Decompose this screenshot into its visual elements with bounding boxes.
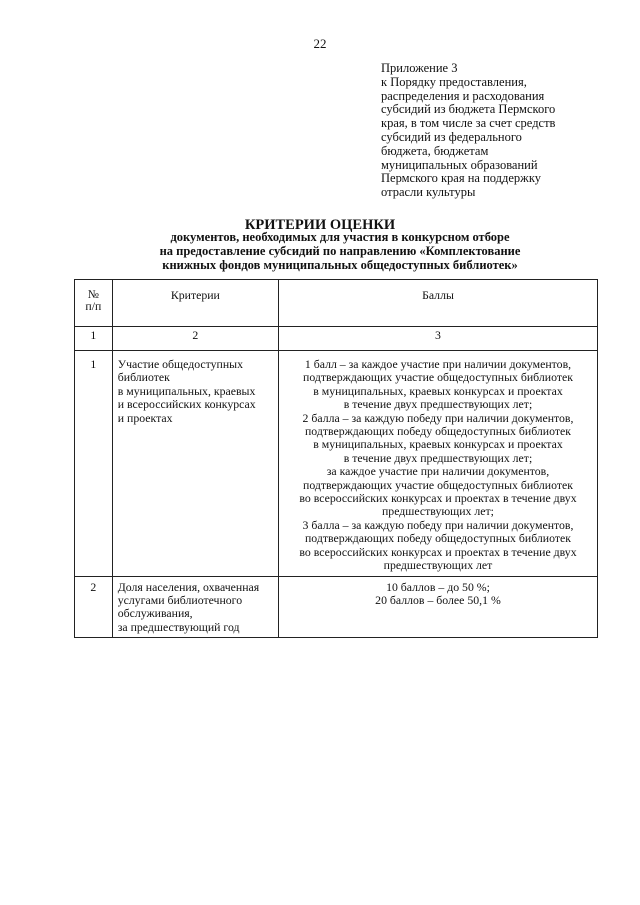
column-number: 3	[278, 327, 597, 351]
criteria-line: в муниципальных, краевых	[117, 383, 256, 398]
table-row	[75, 351, 598, 577]
points-line: 3 балла – за каждую победу при наличии документов,	[302, 517, 574, 532]
appendix-line: отрасли культуры	[381, 185, 476, 200]
header-number-line1: №	[87, 287, 99, 301]
points-line: предшествующих лет	[383, 558, 493, 573]
appendix-line: Приложение 3	[381, 61, 458, 75]
appendix-line: муниципальных образований	[381, 157, 538, 172]
points-line: подтверждающих победу общедоступных библиотек	[304, 424, 571, 439]
appendix-note	[381, 62, 611, 200]
criteria-line: услугами библиотечного	[117, 592, 243, 607]
points-cell	[278, 351, 597, 577]
criteria-line: обслуживания,	[117, 606, 193, 621]
appendix-line: субсидий из федерального	[381, 129, 522, 144]
points-line: подтверждающих победу общедоступных библиотек	[304, 531, 571, 546]
criteria-cell	[112, 576, 278, 638]
row-number: 1	[75, 351, 113, 577]
table-header-row	[75, 280, 598, 327]
document-title: КРИТЕРИИ ОЦЕНКИ	[244, 217, 396, 233]
header-number	[75, 280, 113, 327]
criteria-line: библиотек	[117, 370, 170, 385]
criteria-line: за предшествующий год	[117, 619, 240, 634]
points-line: 20 баллов – более 50,1 %	[375, 592, 501, 607]
appendix-line: бюджета, бюджетам	[381, 143, 489, 158]
subtitle-line: на предоставление субсидий по направлению «Комплектование	[159, 243, 521, 258]
header-criteria: Критерии	[112, 280, 278, 327]
points-line: в муниципальных, краевых конкурсах и проектах	[313, 437, 563, 452]
criteria-line: и всероссийских конкурсах	[117, 397, 256, 412]
points-line: предшествующих лет;	[381, 504, 494, 519]
points-line: за каждое участие при наличии документов,	[326, 464, 550, 479]
appendix-line: распределения и расходования	[381, 88, 545, 103]
points-line: 10 баллов – до 50 %;	[386, 579, 490, 594]
criteria-line: и проектах	[117, 410, 173, 425]
column-number-row	[75, 327, 598, 351]
criteria-table	[74, 279, 598, 638]
header-points: Баллы	[278, 280, 597, 327]
subtitle-line: документов, необходимых для участия в конкурсном отборе	[170, 230, 510, 244]
points-line: 1 балл – за каждое участие при наличии документов,	[304, 357, 572, 371]
points-line: в течение двух предшествующих лет;	[343, 450, 533, 465]
points-line: во всероссийских конкурсах и проектах в течение двух	[299, 491, 577, 506]
points-line: 2 балла – за каждую победу при наличии документов,	[302, 410, 574, 425]
points-line: подтверждающих участие общедоступных библиотек	[303, 370, 573, 385]
points-line: во всероссийских конкурсах и проектах в течение двух	[299, 544, 577, 559]
points-line: подтверждающих участие общедоступных библиотек	[303, 477, 573, 492]
appendix-line: Пермского края на поддержку	[381, 171, 541, 186]
row-number: 2	[75, 576, 113, 638]
points-cell	[278, 576, 597, 638]
column-number: 1	[75, 327, 113, 351]
document-subtitle	[60, 231, 620, 272]
header-number-line2: п/п	[85, 299, 102, 313]
criteria-line: Участие общедоступных	[117, 357, 244, 371]
criteria-cell	[112, 351, 278, 577]
appendix-line: субсидий из бюджета Пермского	[381, 102, 556, 117]
appendix-line: края, в том числе за счет средств	[381, 116, 556, 131]
subtitle-line: книжных фондов муниципальных общедоступных библиотек»	[162, 257, 518, 272]
page-number: 22	[313, 36, 327, 51]
points-line: в муниципальных, краевых конкурсах и проектах	[313, 383, 563, 398]
table-row	[75, 576, 598, 638]
column-number: 2	[112, 327, 278, 351]
criteria-line: Доля населения, охваченная	[117, 579, 260, 594]
appendix-line: к Порядку предоставления,	[381, 74, 527, 89]
points-line: в течение двух предшествующих лет;	[343, 397, 533, 412]
